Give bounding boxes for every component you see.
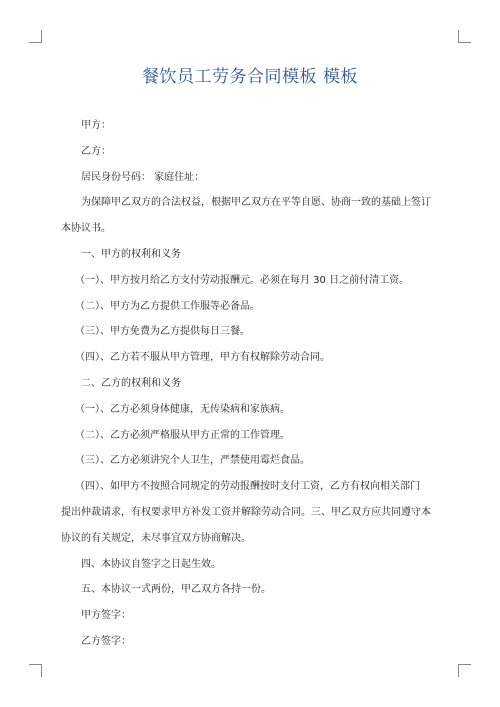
- section-heading-2: 二、乙方的权利和义务: [81, 377, 181, 389]
- clause-2-2: （二）、乙方必须严格服从甲方正常的工作管理。: [75, 429, 290, 441]
- crop-mark-top-right: [458, 30, 471, 43]
- preamble-line-1: 为保障甲乙双方的合法权益，根据甲乙双方在平等自愿、协商一致的基础上签订: [81, 197, 431, 209]
- clause-1-1: （一）、甲方按月给乙方支付劳动报酬元。必须在每月 30 日之前付清工资。: [75, 274, 410, 286]
- clause-1-2: （二）、甲方为乙方提供工作服等必备品。: [75, 300, 260, 312]
- id-address-line: 居民身份号码： 家庭住址：: [81, 171, 205, 183]
- clause-2-1: （一）、乙方必须身体健康，无传染病和家族病。: [75, 403, 290, 415]
- crop-mark-top-left: [29, 30, 42, 43]
- preamble-line-2: 本协议书。: [61, 223, 111, 235]
- party-b-signature: 乙方签字：: [81, 635, 131, 647]
- clause-2-4-line-1: （四）、如甲方不按照合同规定的劳动报酬按时支付工资，乙方有权向相关部门: [75, 481, 420, 493]
- party-a-line: 甲方：: [81, 120, 111, 131]
- crop-mark-bottom-left: [29, 664, 42, 677]
- clause-2-3: （三）、乙方必须讲究个人卫生，严禁使用霉烂食品。: [75, 455, 310, 467]
- clause-1-4: （四）、乙方若不服从甲方管理，甲方有权解除劳动合同。: [75, 352, 330, 364]
- party-a-signature: 甲方签字：: [81, 610, 131, 622]
- clause-2-4-line-3: 协议的有关规定，未尽事宜双方协商解决。: [61, 532, 251, 544]
- document-title: 餐饮员工劳务合同模板 模板: [142, 67, 358, 87]
- clause-2-4-line-2: 提出仲裁请求，有权要求甲方补发工资并解除劳动合同。三、甲乙双方应共同遵守本: [61, 506, 431, 518]
- clause-1-3: （三）、甲方免费为乙方提供每日三餐。: [75, 326, 250, 338]
- party-b-line: 乙方：: [81, 145, 111, 157]
- crop-mark-bottom-right: [458, 664, 471, 677]
- section-heading-5: 五、本协议一式两份，甲乙双方各持一份。: [81, 584, 271, 596]
- section-heading-4: 四、本协议自签字之日起生效。: [81, 558, 221, 570]
- section-heading-1: 一、甲方的权利和义务: [81, 248, 181, 260]
- document-body: [61, 113, 441, 655]
